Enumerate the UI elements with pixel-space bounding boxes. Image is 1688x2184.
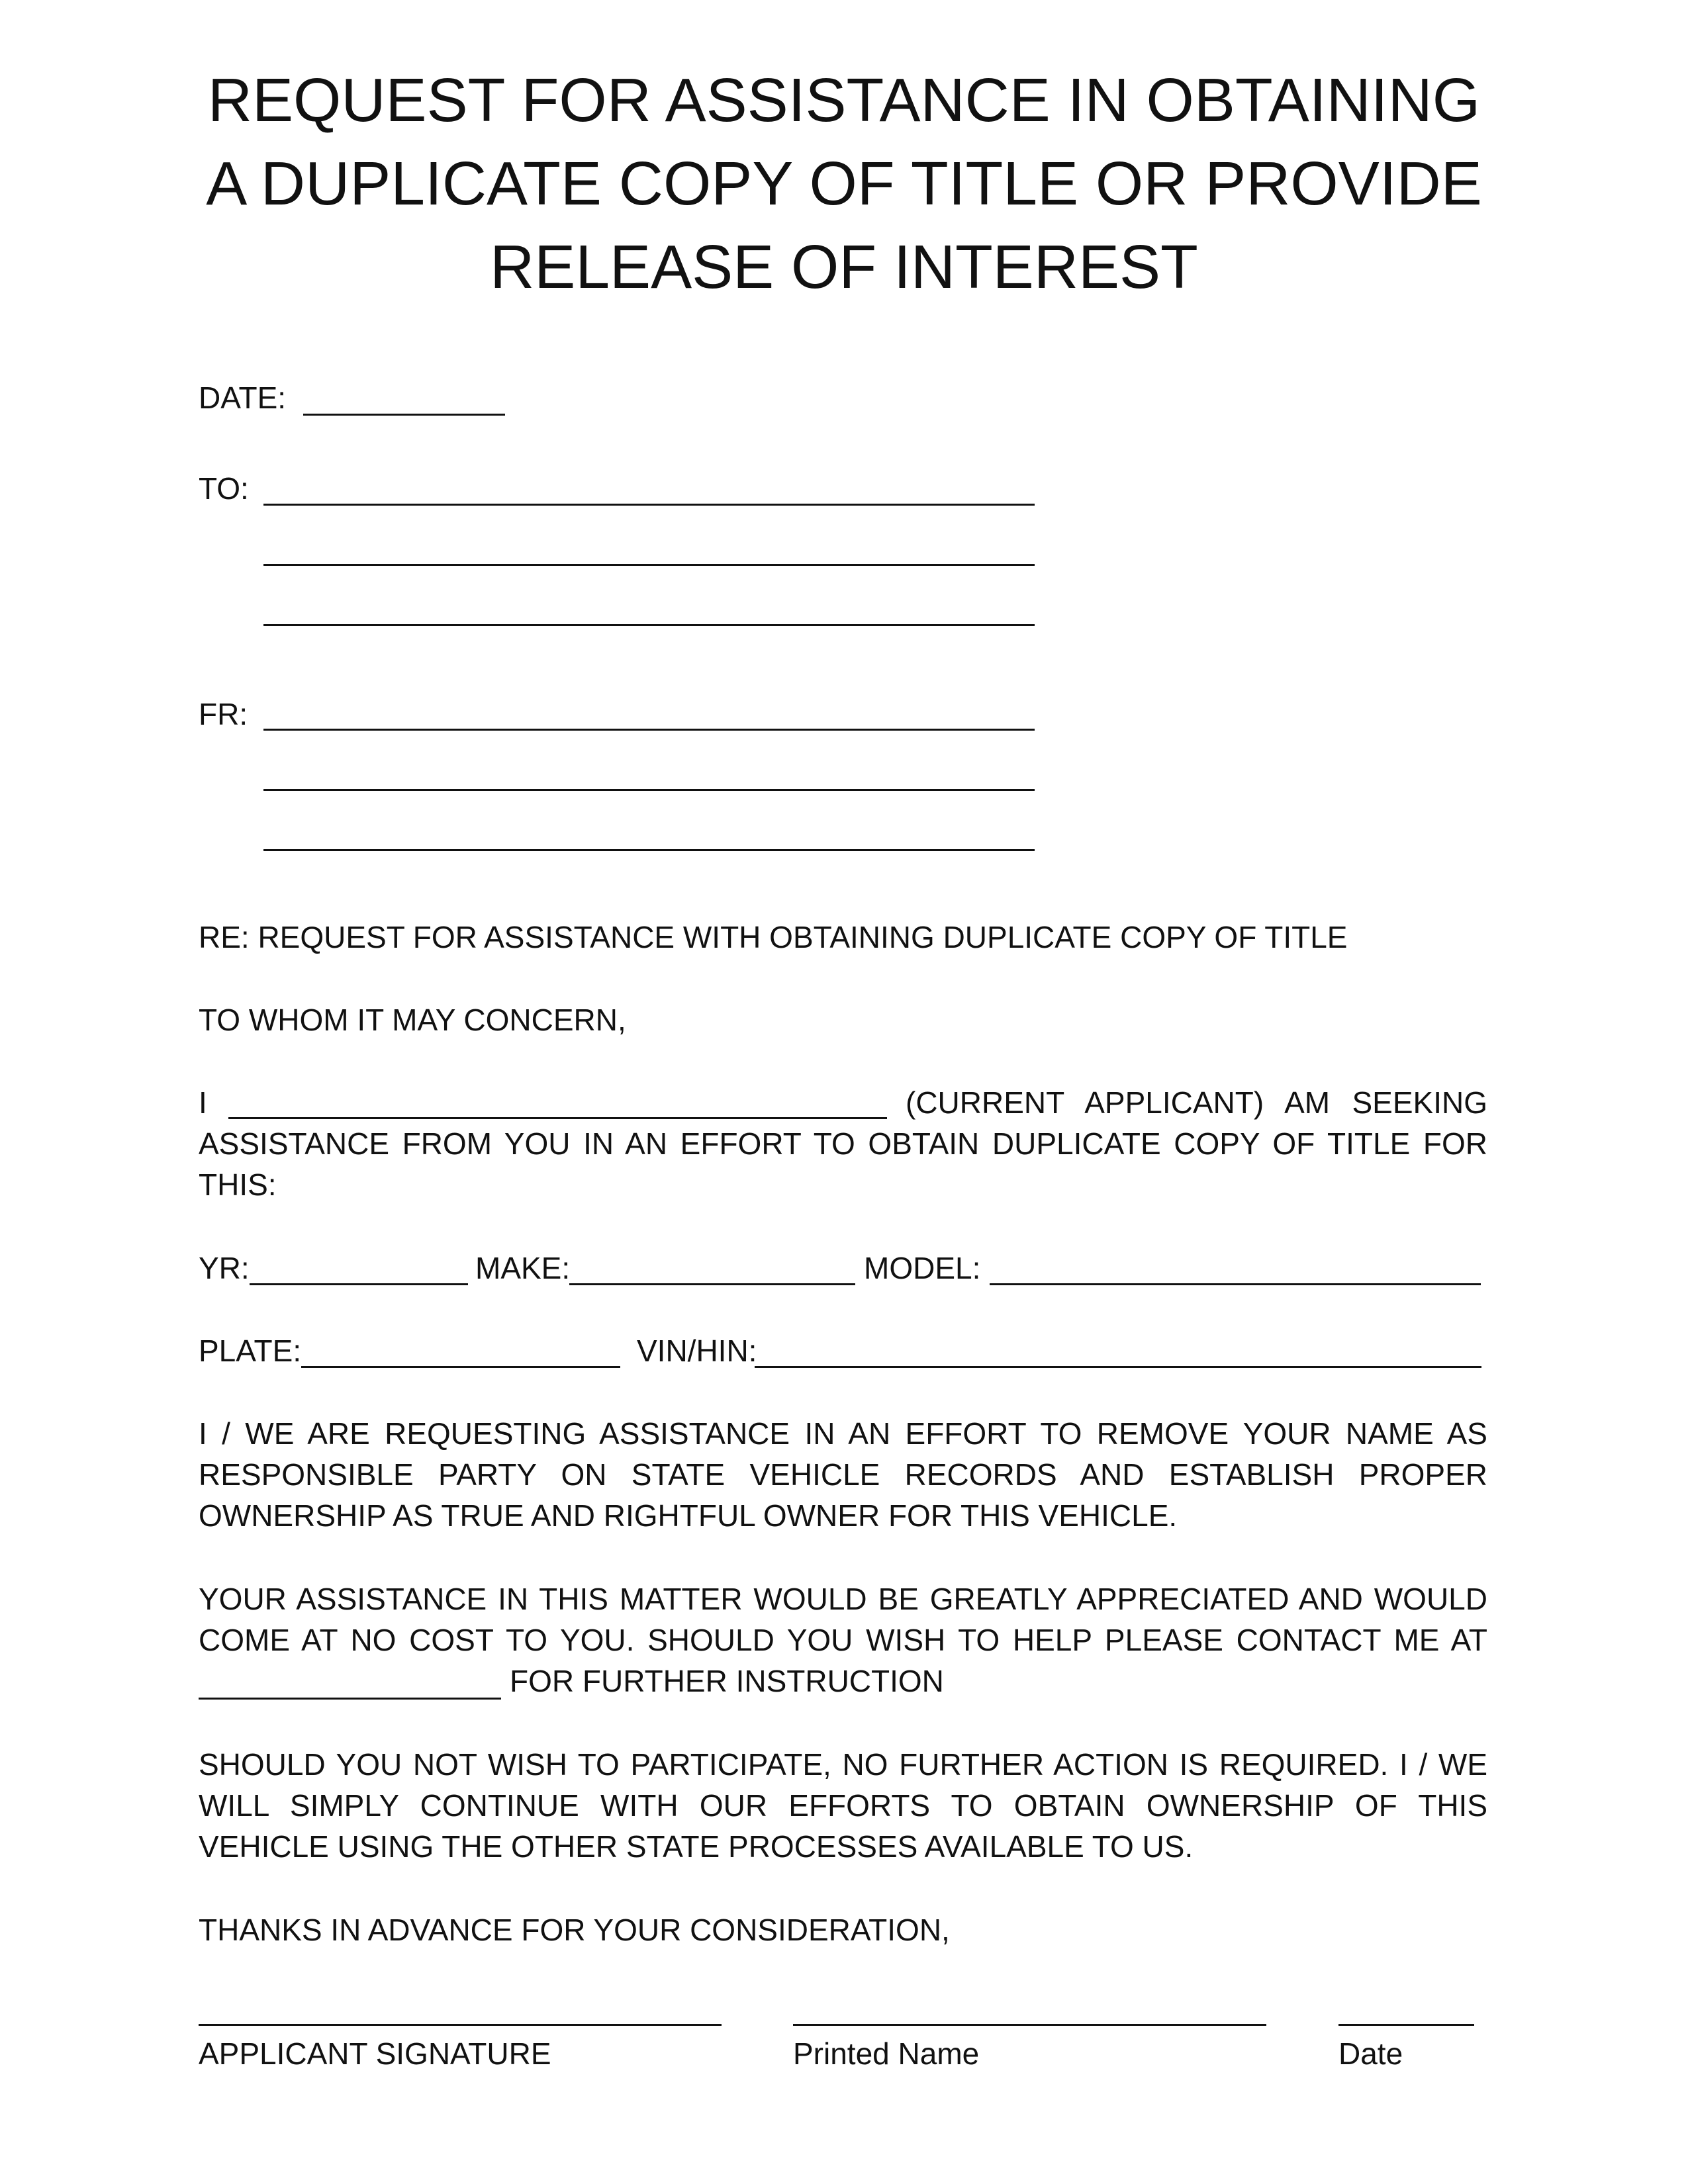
closing-line: THANKS IN ADVANCE FOR YOUR CONSIDERATION, (199, 1913, 950, 1947)
make-label: MAKE: (475, 1251, 571, 1285)
re-line: RE: REQUEST FOR ASSISTANCE WITH OBTAINING DUPLICATE COPY OF TITLE (199, 920, 1348, 954)
yr-label: YR: (199, 1251, 250, 1285)
vin-field[interactable] (755, 1366, 1481, 1368)
remove-line-3: OWNERSHIP AS TRUE AND RIGHTFUL OWNER FOR THIS VEHICLE. (199, 1498, 1178, 1533)
not-wish-line-3: VEHICLE USING THE OTHER STATE PROCESSES AVAILABLE TO US. (199, 1829, 1194, 1864)
model-field[interactable] (990, 1283, 1481, 1285)
fr-field-line-1[interactable] (263, 729, 1035, 731)
title-line-2: A DUPLICATE COPY OF TITLE OR PROVIDE (206, 149, 1482, 218)
model-label: MODEL: (864, 1251, 981, 1285)
date-field[interactable] (303, 414, 505, 416)
assist-line-2: COME AT NO COST TO YOU. SHOULD YOU WISH TO HELP PLEASE CONTACT ME AT (199, 1623, 1487, 1657)
not-wish-paragraph (199, 1744, 1487, 1867)
document-title (0, 58, 1688, 308)
to-label: TO: (199, 471, 249, 506)
fr-field-line-2[interactable] (263, 789, 1035, 791)
printed-name-field[interactable] (793, 2024, 1266, 2026)
applicant-line-2: ASSISTANCE FROM YOU IN AN EFFORT TO OBTAIN DUPLICATE COPY OF TITLE FOR (199, 1126, 1487, 1161)
plate-label: PLATE: (199, 1334, 302, 1368)
applicant-name-field[interactable] (228, 1117, 887, 1119)
fr-label: FR: (199, 697, 248, 731)
vin-label: VIN/HIN: (637, 1334, 757, 1368)
yr-field[interactable] (250, 1283, 468, 1285)
not-wish-line-2: WILL SIMPLY CONTINUE WITH OUR EFFORTS TO OBTAIN OWNERSHIP OF THIS (199, 1788, 1487, 1823)
applicant-suffix: (CURRENT APPLICANT) AM SEEKING (906, 1085, 1487, 1120)
remove-line-2: RESPONSIBLE PARTY ON STATE VEHICLE RECORDS AND ESTABLISH PROPER (199, 1457, 1487, 1492)
applicant-signature-label: APPLICANT SIGNATURE (199, 2036, 551, 2071)
applicant-signature-field[interactable] (199, 2024, 722, 2026)
to-field-line-1[interactable] (263, 504, 1035, 506)
applicant-paragraph (199, 1123, 1487, 1205)
date-label: DATE: (199, 381, 287, 415)
assist-line-3: FOR FURTHER INSTRUCTION (510, 1664, 944, 1698)
applicant-suffix-wrap (906, 1082, 1487, 1123)
to-field-line-3[interactable] (263, 624, 1035, 626)
signature-date-field[interactable] (1338, 2024, 1474, 2026)
applicant-prefix: I (199, 1085, 207, 1120)
to-field-line-2[interactable] (263, 564, 1035, 566)
printed-name-label: Printed Name (793, 2036, 980, 2071)
make-field[interactable] (569, 1283, 855, 1285)
remove-name-paragraph (199, 1413, 1487, 1536)
title-line-1: REQUEST FOR ASSISTANCE IN OBTAINING (207, 66, 1481, 134)
assistance-paragraph (199, 1578, 1487, 1661)
title-line-3: RELEASE OF INTEREST (490, 232, 1198, 301)
fr-field-line-3[interactable] (263, 849, 1035, 851)
assist-line-1: YOUR ASSISTANCE IN THIS MATTER WOULD BE GREATLY APPRECIATED AND WOULD (199, 1582, 1487, 1616)
remove-line-1: I / WE ARE REQUESTING ASSISTANCE IN AN EFFORT TO REMOVE YOUR NAME AS (199, 1416, 1487, 1451)
applicant-line-3: THIS: (199, 1167, 277, 1202)
not-wish-line-1: SHOULD YOU NOT WISH TO PARTICIPATE, NO FURTHER ACTION IS REQUIRED. I / WE (199, 1747, 1487, 1782)
contact-field[interactable] (199, 1698, 501, 1700)
signature-date-label: Date (1338, 2036, 1403, 2071)
plate-field[interactable] (301, 1366, 620, 1368)
salutation: TO WHOM IT MAY CONCERN, (199, 1003, 626, 1037)
